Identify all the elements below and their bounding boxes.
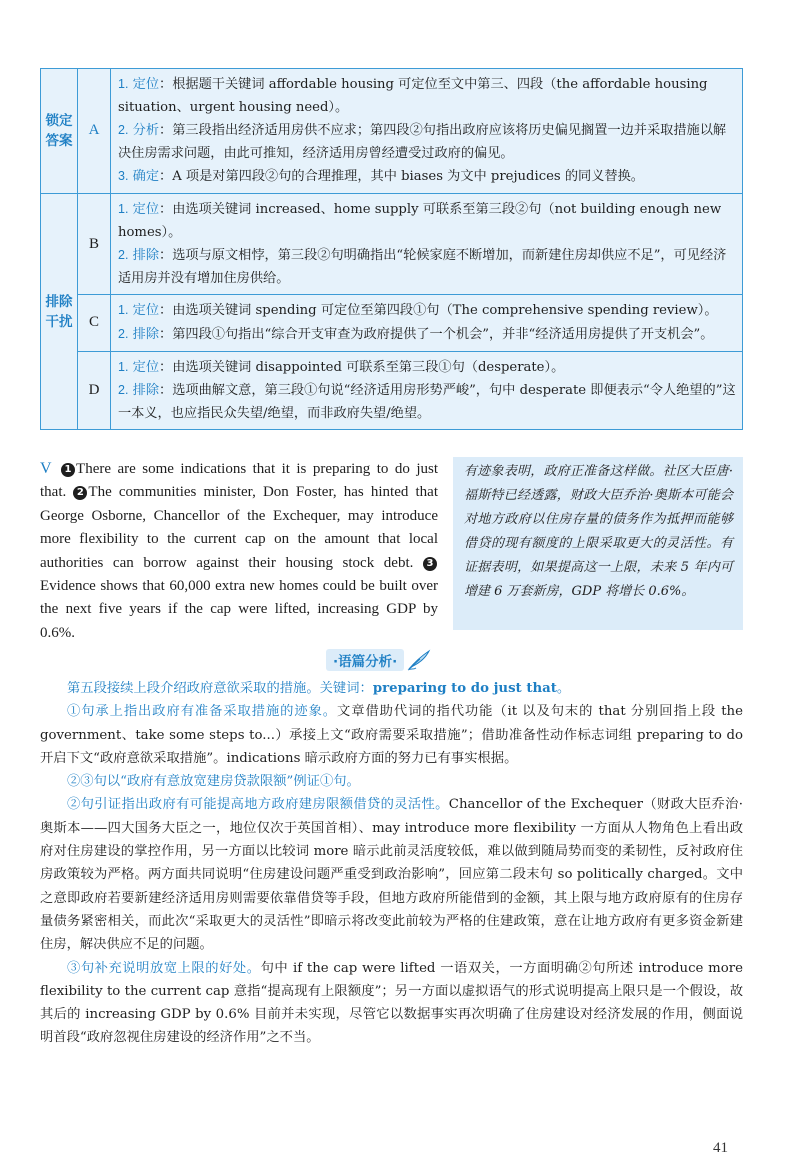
row-c bbox=[41, 295, 743, 351]
sentence-marker: 1 bbox=[61, 463, 75, 477]
discourse-analysis bbox=[40, 677, 743, 1050]
category-exclude-distractors: 排除 干扰 bbox=[41, 193, 78, 429]
option-explanation: 1. 定位：由选项关键词 spending 可定位至第四段①句（The comprehensive spending review）。 2. 排除：第四段①句指出“综合开支审查为政府提供了一个机会”，并非“经济适用房提供了开支机会”。 bbox=[111, 295, 743, 351]
translation-box: 有迹象表明，政府正准备这样做。社区大臣唐·福斯特已经透露，财政大臣乔治·奥斯本可能会对地方政府以住房存量的债务作为抵押而能够借贷的现有额度的上限采取更大的灵活性。有证据表明，如果提高这一上限，未来 5 年内可增建 6 万套新房，GDP 将增长 0.6%。 bbox=[453, 457, 743, 630]
sentence-marker: 3 bbox=[423, 557, 437, 571]
analysis-header bbox=[326, 648, 476, 672]
page-number: 41 bbox=[713, 1140, 728, 1156]
option-explanation: 1. 定位：由选项关键词 increased、home supply 可联系至第三段②句（not building enough new homes）。 2. 排除：选项与原文相悖，第三段②句明确指出“轮候家庭不断增加，而新建住房却供应不足”，可见经济适用房并没有增加住房供给。 bbox=[111, 193, 743, 294]
sentence-marker: 2 bbox=[73, 486, 87, 500]
sentence-1: There are some indications that it is preparing to do just that. bbox=[40, 461, 439, 501]
analysis-intro: 第五段接续上段介绍政府意欲采取的措施。关键词：preparing to do just that。 bbox=[67, 681, 571, 696]
category-lock-answer: 锁定 答案 bbox=[41, 69, 78, 194]
row-d bbox=[41, 351, 743, 430]
passage-paragraph-5 bbox=[40, 457, 438, 645]
analysis-point-1: ①句承上指出政府有准备采取措施的迹象。文章借助代词的指代功能（it 以及句末的 that 分别回指上段 the government、take some steps to...）承接上文“政府需要采取措施”；借助准备性动作标志词组 preparing to do 开启下文“政府意欲采取措施”。indications 暗示政府方面的努力已有事实根据。 bbox=[40, 704, 743, 766]
analysis-point-3: ②句引证指出政府有可能提高地方政府建房限额借贷的灵活性。Chancellor of the Exchequer（财政大臣乔治·奥斯本——四大国务大臣之一，地位仅次于英国首相）、may introduce more flexibility 一方面从人物角色上看出政府对住房建设的掌控作用，另一方面以比较词 more 暗示此前灵活度较低，难以做到随局势而变的柔韧性，反衬政府住房政策较为严格。两方面共同说明“住房建设问题严重受到政治影响”，回应第二段末句 so politically charged。文中之意即政府若要新建经济适用房则需要依靠借贷等手段，但地方政府所能借到的金额，其上限与地方政府原有的住房存量债务紧密相关，而此次“采取更大的灵活性”即暗示将改变此前较为严格的住建政策，意在让地方政府有更多资金新建住房，解决供应不足的问题。 bbox=[40, 797, 743, 953]
sentence-3: Evidence shows that 60,000 extra new homes could be built over the next five years if the cap were lifted, increasing GDP by 0.6%. bbox=[40, 578, 438, 641]
option-label: A bbox=[78, 69, 111, 194]
option-explanation: 1. 定位：根据题干关键词 affordable housing 可定位至文中第三、四段（the affordable housing situation、urgent housing need）。 2. 分析：第三段指出经济适用房供不应求；第四段②句指出政府应该将历史偏见搁置一边并采取措施以解决住房需求问题，由此可推知，经济适用房曾经遭受过政府的偏见。 3. 确定：A 项是对第四段②句的合理推理，其中 biases 为文中 prejudices 的同义替换。 bbox=[111, 69, 743, 194]
analysis-point-2: ②③句以“政府有意放宽建房贷款限额”例证①句。 bbox=[67, 774, 360, 790]
paragraph-number: V bbox=[40, 460, 52, 477]
quill-icon bbox=[406, 649, 432, 671]
answer-table bbox=[40, 68, 743, 430]
row-b bbox=[41, 193, 743, 294]
row-a bbox=[41, 69, 743, 194]
option-label: C bbox=[78, 295, 111, 351]
analysis-header-label: ·语篇分析· bbox=[326, 649, 404, 671]
sentence-2: The communities minister, Don Foster, has hinted that George Osborne, Chancellor of the Exchequer, may introduce more flexibility to the current cap on the amount that local authorities can borrow against their housing stock debt. bbox=[40, 484, 439, 571]
analysis-point-4: ③句补充说明放宽上限的好处。句中 if the cap were lifted 一语双关，一方面明确②句所述 introduce more flexibility to the current cap 意指“提高现有上限额度”；另一方面以虚拟语气的形式说明提高上限只是一个假设，故其后的 increasing GDP by 0.6% 目前并未实现，尽管它以数据事实再次明确了住房建设对经济发展的作用，侧面说明首段“政府忽视住房建设的经济作用”之不当。 bbox=[40, 960, 744, 1046]
option-explanation: 1. 定位：由选项关键词 disappointed 可联系至第三段①句（desperate）。 2. 排除：选项曲解文意，第三段①句说“经济适用房形势严峻”，句中 desperate 即便表示“令人绝望的”这一本义，也应指民众失望/绝望，而非政府失望/绝望。 bbox=[111, 351, 743, 430]
option-label: D bbox=[78, 351, 111, 430]
option-label: B bbox=[78, 193, 111, 294]
